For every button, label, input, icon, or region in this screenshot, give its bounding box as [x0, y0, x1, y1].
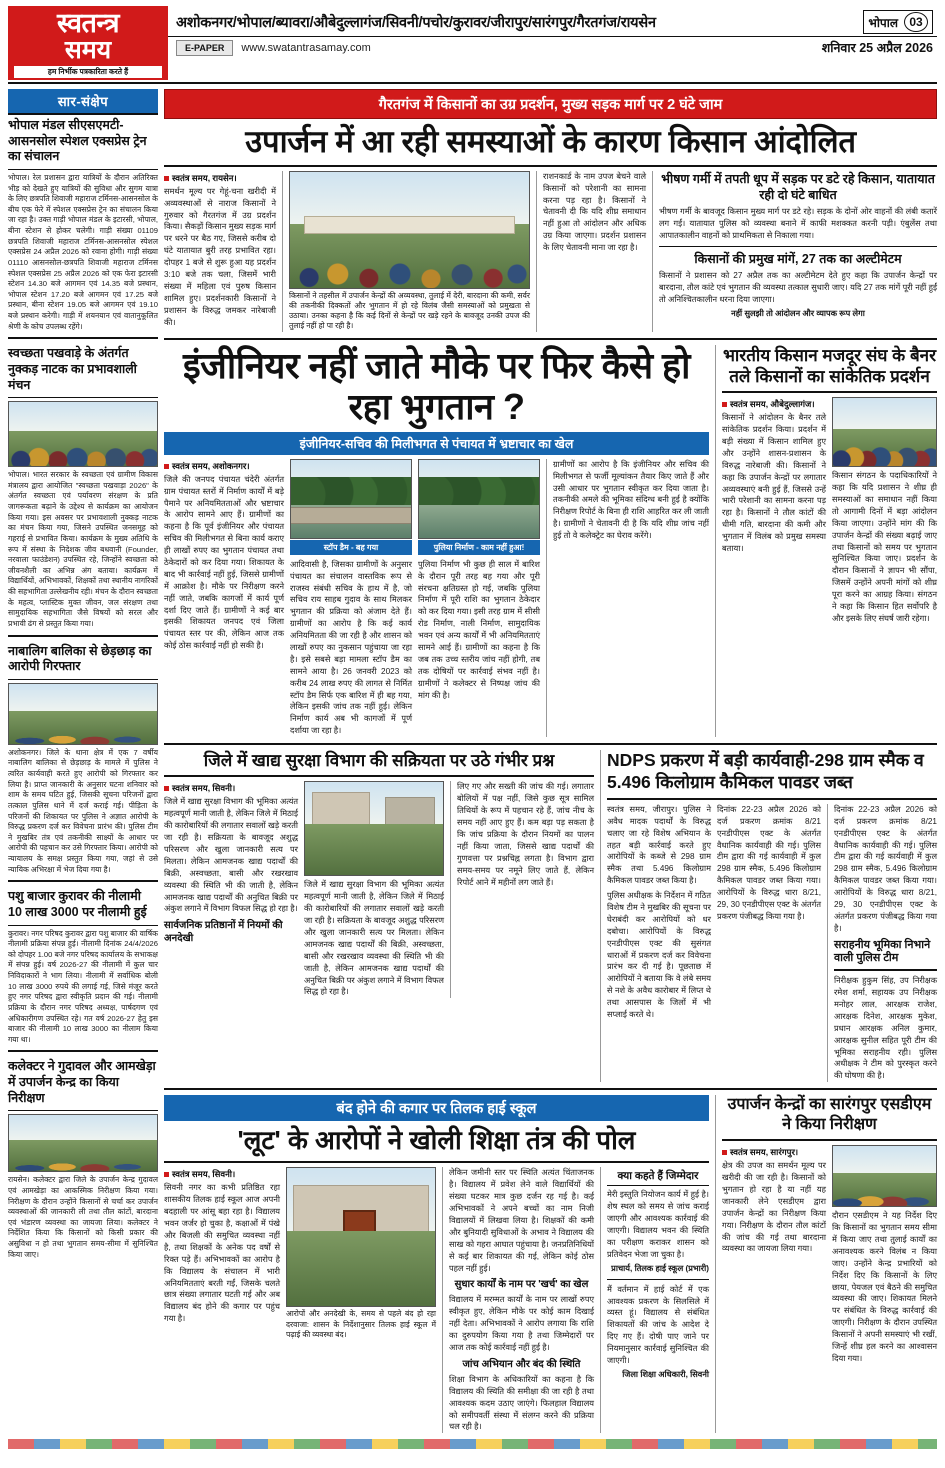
lead-col-1: समर्थन मूल्य पर गेहूं-चना खरीदी में अव्यवस्थाओं से नाराज किसानों ने गुरुवार को गैरतगंज में उग्र प्रदर्शन किया। सैकड़ों किसान मुख्य सड़क मार्ग पर धरने पर बैठ गए, जिससे करीब दो घंटे यातायात बुरी तरह प्रभावित रहा। दोपहर 1 बजे से शुरू हुआ यह प्रदर्शन 3:10 बजे तक चला, जिसमें भारी संख्या में महिला एवं पुरुष किसान शामिल हुए। प्रदर्शनकारी किसानों ने प्रशासन के विरुद्ध जमकर नारेबाजी की। — [164, 186, 276, 327]
engineer-headline: इंजीनियर नहीं जाते मौके पर फिर कैसे हो रहा भुगतान ? — [182, 344, 690, 427]
lead-box2-headline: किसानों की प्रमुख मांगें, 27 तक का अल्टीमेटम — [694, 251, 902, 266]
union-col-1: किसानों ने आंदोलन के बैनर तले सांकेतिक प्रदर्शन किया। प्रदर्शन में बड़ी संख्या में किसान शामिल हुए और उन्होंने शासन-प्रशासन के विरुद्ध नारेबाजी की। किसानों ने कहा कि उपार्जन केन्द्रों पर लगातार अव्यवस्थाएं बनी हुई हैं, जिससे उन्हें भारी परेशानी का सामना करना पड़ रहा है। किसानों ने तौल कांटों की धीमी गति, बारदाना की कमी और भुगतान में विलंब को प्रमुख समस्या बताया। — [722, 413, 826, 554]
rail-headline-arrest: नाबालिग बालिका से छेड़छाड़ का आरोपी गिरफ्तार — [8, 641, 158, 680]
school-col-2: लेकिन जमीनी स्तर पर स्थिति अत्यंत चिंताजनक है। विद्यालय में प्रवेश लेने वाले विद्यार्थियों की संख्या घटकर मात्र कुछ दर्जन रह गई है। कई अभिभावकों ने अपने बच्चों का नाम निजी विद्यालयों में लिखवा लिया है। शिक्षकों की कमी और बुनियादी सुविधाओं के अभाव ने विद्यालय की साख को गहरा आघात पहुंचाया है। जनप्रतिनिधियों से कई बार शिकायत की गई, लेकिन कोई ठोस पहल नहीं हुई। — [449, 1168, 594, 1273]
rail-body-street-play: भोपाल। भारत सरकार के स्वच्छता एवं ग्रामीण विकास मंत्रालय द्वारा आयोजित "स्वच्छता पखवाड़ा 2026" के अंतर्गत स्वच्छता एवं पर्यावरण संरक्षण के प्रति जागरूकता बढ़ाने के उद्देश्य से कार्यक्रम का आयोजन किया गया। इस अवसर पर प्रभावशाली नुक्कड़ नाटक का मंचन किया गया, जिसने उपस्थित जनसमूह को गहराई से प्रभावित किया। कार्यक्रम के मुख्य अतिथि के रूप में संस्था के निदेशक जीव बधवानी (Founder, नरवाला फाउंडेशन) उपस्थित रहे, जिन्होंने स्वच्छता को जीवनशैली का अभिन्न अंग बताया। कार्यक्रम में विद्यार्थियों, अभिभावकों, शिक्षकों तथा स्थानीय नागरिकों की सहभागिता उल्लेखनीय रही। मंचन के दौरान स्वच्छता के महत्व, प्लास्टिक मुक्त जीवन, जल संरक्षण तथा सामुदायिक सहभागिता जैसे विषयों को सरल और प्रभावी ढंग से प्रस्तुत किया गया। — [8, 470, 158, 628]
school-qa-2: मैं वर्तमान में हाई कोर्ट में एक आवश्यक प्रकरण के सिलसिले में व्यस्त हूं। विद्यालय से संबंधित शिकायतों की जांच के आदेश दे दिए गए हैं। दोषी पाए जाने पर नियमानुसार कार्रवाई सुनिश्चित की जाएगी। — [607, 1284, 709, 1365]
farmers-protest-photo — [832, 397, 937, 467]
ndps-byline: स्वतंत्र समय, जीरापुर। पुलिस ने अवैध मादक पदार्थों के विरुद्ध चलाए जा रहे विशेष अभियान के तहत बड़ी कार्रवाई करते हुए आरोपियों के कब्जे से 298 ग्राम स्मैक तथा 5.496 किलोग्राम कैमिकल पावडर जब्त किया है। — [607, 804, 711, 886]
culvert-caption: पुलिया निर्माण - काम नहीं हुआ! — [418, 540, 540, 555]
food-headline: जिले में खाद्य सुरक्षा विभाग की सक्रियता पर उठे गंभीर प्रश्न — [164, 750, 594, 777]
lead-photo-caption: किसानों ने तहसील में उपार्जन केन्द्रों की अव्यवस्था, तुलाई में देरी, बारदाना की कमी, सर्वर की तकनीकी दिक्कतों और भुगतान में हो रहे विलंब जैसी समस्याओं को प्रमुखता से उठाया। उनका कहना है कि कई दिनों से केन्द्रों पर खड़े रहने के बावजूद उनकी उपज की तुलाई नहीं हो पा रही है। — [289, 290, 530, 331]
engineer-col-2: आदिवासी है, जिसका ग्रामीणों के अनुसार पंचायत का संचालन वास्तविक रूप से राजस्व संबंधी सचिव के हाथ में है, जो सचिव राय साहब गुदाव के साथ मिलकर भुगतान की प्रक्रिया को अंजाम देते हैं। ग्रामीणों का आरोप है कि कई कार्य अनियमितता की जा रही है और शासन को लाखों रुपए का नुकसान पहुंचाया जा रहा है। इसे सबसे बड़ा मामला स्टॉप डैम का सामने आया है। 26 जनवरी 2023 को करीब 24 लाख रुपए की लागत से निर्मित स्टॉप डैम सिर्फ एक बारिश में ही बह गया, लेकिन इसकी जांच तक नहीं हुई। लेकिन निर्माण कार्य अब भी कागजों में पूर्ण दर्शाया जा रहा है। — [290, 559, 412, 736]
rail-article-auction — [8, 886, 158, 1045]
ndps-team-subhead: सराहनीय भूमिका निभाने वाली पुलिस टीम — [834, 939, 937, 972]
story-school — [164, 1095, 709, 1433]
lead-byline: स्वतंत्र समय, रायसेन। — [164, 171, 276, 186]
edition-badge — [863, 10, 933, 34]
union-col-2: किसान संगठन के पदाधिकारियों ने कहा कि यदि प्रशासन ने शीघ्र ही समस्याओं का समाधान नहीं किया तो आगामी दिनों में बड़ा आंदोलन किया जाएगा। उन्होंने मांग की कि उपार्जन केन्द्रों की संख्या बढ़ाई जाए तथा किसानों को समय पर भुगतान सुनिश्चित किया जाए। प्रदर्शन के दौरान किसानों ने ज्ञापन भी सौंपा, जिसमें उन्होंने अपनी मांगों को शीघ्र पूरा करने का आग्रह किया। संगठन ने कहा कि किसान हित सर्वोपरि है और इसके लिए संघर्ष जारी रहेगा। — [832, 471, 937, 623]
rail-headline-train: भोपाल मंडल सीएसएमटी-आसनसोल स्पेशल एक्सप्रेस ट्रेन का संचालन — [8, 115, 158, 170]
rail-body-arrest: अशोकनगर। जिले के थाना क्षेत्र में एक 7 वर्षीय नाबालिग बालिका से छेड़छाड़ के मामले में पुलिस ने त्वरित कार्यवाही करते हुए आरोपी को गिरफ्तार कर लिया है। प्राप्त जानकारी के अनुसार घटना शनिवार को शाम के समय घटित हुई, जिसकी सूचना परिजनों द्वारा तत्काल पुलिस थाने में दर्ज कराई गई। पीड़िता के परिजनों की शिकायत पर पुलिस ने अज्ञात आरोपी के विरुद्ध प्रकरण दर्ज कर विवेचना प्रारंभ की। पुलिस टीम ने मुखबिर तंत्र एवं तकनीकी साक्ष्यों के आधार पर आरोपी की पहचान कर उसे गिरफ्तार किया। आरोपी को न्यायालय के समक्ष प्रस्तुत किया गया, जहां से उसे न्यायिक अभिरक्षा में भेज दिया गया है। — [8, 747, 158, 874]
lead-headline: उपार्जन में आ रही समस्याओं के कारण किसान आंदोलित — [164, 119, 937, 167]
stop-dam-caption: स्टॉप डैम - बह गया — [290, 540, 412, 555]
sdm-inspection-photo — [832, 1145, 937, 1207]
story-ndps — [600, 750, 937, 1082]
rail-article-street-play — [8, 343, 158, 629]
engineer-sub-bar: इंजीनियर-सचिव की मिलीभगत से पंचायत में भ्रष्टाचार का खेल — [164, 432, 709, 455]
food-sub-headline: सार्वजनिक प्रतिष्ठानों में नियमों की अनदेखी — [164, 920, 283, 945]
school-col-3: विद्यालय में मरम्मत कार्यों के नाम पर लाखों रुपए स्वीकृत हुए, लेकिन मौके पर कोई काम दिखाई नहीं देता। अभिभावकों ने आरोप लगाया कि राशि का दुरुपयोग किया गया है तथा जिम्मेदारों पर आज तक कोई कार्रवाई नहीं हुई है। — [449, 1295, 594, 1352]
rail-headline-street-play: स्वच्छता पखवाड़े के अंतर्गत नुक्कड़ नाटक का प्रभावशाली मंचन — [8, 343, 158, 398]
story-engineer — [164, 345, 709, 737]
school-qa-1-name: प्राचार्य, तिलक हाई स्कूल (प्रभारी) — [611, 1263, 709, 1273]
ndps-headline: NDPS प्रकरण में बड़ी कार्यवाही-298 ग्राम स्मैक व 5.496 किलोग्राम कैमिकल पावडर जब्त — [607, 750, 937, 800]
school-qa-header: क्या कहते हैं जिम्मेदार — [607, 1167, 709, 1186]
ndps-col-2: दिनांक 22-23 अप्रैल 2026 को दर्ज प्रकरण क्रमांक 8/21 एनडीपीएस एक्ट के अंतर्गत वैधानिक कार्यवाही की गई। पुलिस टीम द्वारा की गई कार्यवाही में कुल 298 ग्राम स्मैक, 5.496 किलोग्राम कैमिकल पावडर जब्त किया गया। आरोपियों के विरुद्ध धारा 8/21, 29, 30 एनडीपीएस एक्ट के अंतर्गत प्रकरण पंजीबद्ध किया गया है। — [717, 804, 821, 921]
rail-headline-collector: कलेक्टर ने गुदावल और आमखेड़ा में उपार्जन केन्द्र का किया निरीक्षण — [8, 1056, 158, 1111]
main-content — [164, 89, 937, 1433]
ndps-col-1: पुलिस अधीक्षक के निर्देशन में गठित विशेष टीम ने मुखबिर की सूचना पर घेराबंदी कर आरोपियों को धर दबोचा। आरोपियों के विरुद्ध एनडीपीएस एक्ट की सुसंगत धाराओं में प्रकरण दर्ज कर विवेचना प्रारंभ कर दी गई है। पूछताछ में आरोपियों ने बताया कि वे लंबे समय से नशे के अवैध कारोबार में लिप्त थे तथा आसपास के जिलों में भी सप्लाई करते थे। — [607, 891, 711, 1020]
school-col-4: शिक्षा विभाग के अधिकारियों का कहना है कि विद्यालय की स्थिति की समीक्षा की जा रही है तथा आवश्यक कदम उठाए जाएंगे। फिलहाल विद्यालय को समीपवर्ती संस्था में संलग्न करने की प्रक्रिया चल रही है। — [449, 1374, 594, 1432]
left-rail — [8, 89, 158, 1433]
food-and-ndps-block — [164, 750, 937, 1082]
school-photo-caption: आरोपों और अनदेखी के, समय से पहले बंद हो रहा दरवाजा: शासन के निर्देशानुसार तिलक हाई स्कूल में पढ़ाई की व्यवस्था बंद। — [286, 1309, 436, 1339]
footer-color-bar — [8, 1439, 937, 1449]
engineer-byline: स्वतंत्र समय, अशोकनगर। — [164, 459, 284, 474]
food-byline: स्वतंत्र समय, सिवनी। — [164, 781, 298, 796]
farmer-protest-main-photo — [289, 171, 530, 289]
lead-col-3: राशनकार्ड के नाम उपज बेचने वाले किसानों को परेशानी का सामना करना पड़ रहा है। किसानों ने चेतावनी दी कि यदि शीघ्र समाधान नहीं हुआ तो आंदोलन और अधिक उग्र किया जाएगा। प्रदर्शन प्रशासन के लिए चेतावनी माना जा रहा है। — [543, 171, 646, 253]
engineer-col-3: पुलिया निर्माण भी कुछ ही साल में बारिश के दौरान पूरी तरह बह गया और पूरी संरचना क्षतिग्रस्त हो गई, जबकि पुलिया निर्माण में पूरी राशि का भुगतान ठेकेदार को कर दिया गया। इसी तरह ग्राम में सीसी रोड निर्माण, नाली निर्माण, सामुदायिक भवन एवं अन्य कार्यों में भी अनियमितताएं सामने आई हैं। ग्रामीणों का कहना है कि जब तक उच्च स्तरीय जांच नहीं होगी, तब तक दोषियों पर कार्रवाई संभव नहीं है। ग्रामीणों ने कलेक्टर से निष्पक्ष जांच की मांग की है। — [418, 559, 540, 700]
sdm-byline: स्वतंत्र समय, सारंगपुर। — [722, 1145, 826, 1160]
sdm-col-1: क्षेत्र की उपज का समर्थन मूल्य पर खरीदी की जा रही है। किसानों को भुगतान हो रहा है या नहीं यह जानकारी लेने एसडीएम द्वारा उपार्जन केन्द्रों का निरीक्षण किया गया। निरीक्षण के दौरान तौल कांटों की जांच की गई तथा बारदाना व्यवस्था का जायजा लिया गया। — [722, 1161, 826, 1254]
story-kisan-union — [715, 345, 937, 737]
engineer-and-union-block — [164, 345, 937, 737]
lead-story-body — [164, 171, 937, 332]
lead-box1-headline: भीषण गर्मी में तपती धूप में सड़क पर डटे रहे किसान, यातायात रही दो घंटे बाधित — [661, 171, 935, 202]
school-and-sdm-block — [164, 1095, 937, 1433]
logo-line-2: समय — [64, 36, 112, 64]
stop-dam-photo — [290, 459, 412, 539]
school-byline: स्वतंत्र समय, सिवनी। — [164, 1167, 280, 1182]
saar-sankshep-header: सार-संक्षेप — [8, 89, 158, 115]
school-sub-2: जांच अभियान और बंद की स्थिति — [462, 1358, 581, 1370]
lead-box2-footer: नहीं सुलझी तो आंदोलन और व्यापक रूप लेगा — [731, 308, 865, 318]
rail-article-arrest — [8, 641, 158, 876]
rail-body-train: भोपाल। रेल प्रशासन द्वारा यात्रियों के दौरान अतिरिक्त भीड़ को देखते हुए यात्रियों की सुविधा और सुगम यात्रा के लिए छत्रपति शिवाजी महाराज टर्मिनस-आसनसोल के बीच एक फेरे में स्पेशल एक्सप्रेस ट्रेन का संचालन किया जा रहा है। उक्त गाड़ी भोपाल मंडल के इटारसी, भोपाल, बीना स्टेशन से होकर चलेगी। गाड़ी संख्या 01109 छत्रपति शिवाजी महाराज टर्मिनस-आसनसोल स्पेशल एक्सप्रेस 24 अप्रैल 2026 को रवाना होगी। गाड़ी संख्या 01110 आसनसोल-छत्रपति शिवाजी महाराज टर्मिनस स्पेशल एक्सप्रेस 25 अप्रैल 2026 को एक फेरा इटारसी स्टेशन 14.30 बजे आगमन एवं 14.35 बजे प्रस्थान, भोपाल स्टेशन 17.20 बजे आगमन एवं 17.25 बजे प्रस्थान, बीना स्टेशन 19.05 बजे आगमन एवं 19.10 बजे प्रस्थान करेगी। गाड़ी में शयनयान एवं वातानुकूलित श्रेणी के कोच उपलब्ध रहेंगे। — [8, 172, 158, 331]
rail-body-collector: रायसेन। कलेक्टर द्वारा जिले के उपार्जन केन्द्र गुदावल एवं आमखेड़ा का आकस्मिक निरीक्षण किया गया। निरीक्षण के दौरान उन्होंने किसानों से चर्चा कर उपार्जन व्यवस्थाओं की जानकारी ली तथा तौल कांटों, बारदाना एवं भंडारण व्यवस्था का जायजा लिया। कलेक्टर ने निर्देशित किया कि किसानों को किसी प्रकार की असुविधा न हो तथा भुगतान समय-सीमा में सुनिश्चित किया जाए। — [8, 1175, 158, 1259]
police-arrest-photo — [8, 683, 158, 745]
rail-article-train — [8, 115, 158, 332]
food-col-1: जिले में खाद्य सुरक्षा विभाग की भूमिका अत्यंत महत्वपूर्ण मानी जाती है, लेकिन जिले में मिठाई की कारोबारियों की लगातार सवालों खड़े करती जा रही है। सक्रियता के बावजूद अशुद्ध परिसरण और खुला जानकारी सत्य पर मिलता। लेकिन आमजनक खाद्य पदार्थों की बिक्री, अस्वच्छता, बासी और रखरखाव व्यवस्था की स्थिति भी की जाती है, लेकिन आमजनक खाद्य पदार्थों की अनुचित बिक्री पर अंकुश लगाने में विभाग विफल सिद्ध हो रहा है। — [164, 797, 298, 914]
edition-city-list: अशोकनगर/भोपाल/ब्यावरा/औबेदुल्लागंज/सिवनी/पचोर/कुरावर/जीरापुर/सारंगपुर/गैरतगंज/रायसेन — [176, 15, 656, 31]
epaper-button[interactable]: E-PAPER — [176, 40, 233, 56]
street-play-photo — [8, 401, 158, 467]
story-sdm — [715, 1095, 937, 1433]
food-department-office-photo — [304, 781, 444, 876]
union-byline: स्वतंत्र समय, औबेदुल्लागंज। — [722, 397, 826, 412]
rail-article-collector — [8, 1056, 158, 1260]
culvert-photo — [418, 459, 540, 539]
school-col-1: सिवनी नगर का कभी प्रतिष्ठित रहा शासकीय तिलक हाई स्कूल आज अपनी बदहाली पर आंसू बहा रहा है। विद्यालय भवन जर्जर हो चुका है, कक्षाओं में पंखे और बिजली की समुचित व्यवस्था नहीं है, तथा शिक्षकों के अनेक पद वर्षों से रिक्त पड़े हैं। अभिभावकों का आरोप है कि विद्यालय के संचालन में भारी अनियमितताएं बरती गईं, जिसके चलते छात्र संख्या लगातार घटती गई और अब विद्यालय बंद होने की कगार पर पहुंच गया है। — [164, 1183, 280, 1324]
food-col-1b: जिले में खाद्य सुरक्षा विभाग की भूमिका अत्यंत महत्वपूर्ण मानी जाती है, लेकिन जिले में मिठाई की कारोबारियों की लगातार सवालों खड़े करती जा रही है। सक्रियता के बावजूद अशुद्ध परिसरण और खुला जानकारी सत्य पर मिलता। लेकिन आमजनक खाद्य पदार्थों की बिक्री, अस्वच्छता, बासी और रखरखाव व्यवस्था की स्थिति भी की जाती है, लेकिन आमजनक खाद्य पदार्थों की अनुचित बिक्री पर अंकुश लगाने में विभाग विफल सिद्ध हो रहा है। — [304, 880, 444, 997]
ndps-col-2b: दिनांक 22-23 अप्रैल 2026 को दर्ज प्रकरण क्रमांक 8/21 एनडीपीएस एक्ट के अंतर्गत वैधानिक कार्यवाही की गई। पुलिस टीम द्वारा की गई कार्यवाही में कुल 298 ग्राम स्मैक, 5.496 किलोग्राम कैमिकल पावडर जब्त किया गया। आरोपियों के विरुद्ध धारा 8/21, 29, 30 एनडीपीएस एक्ट के अंतर्गत प्रकरण पंजीबद्ध किया गया है। — [834, 804, 937, 933]
engineer-col-4: ग्रामीणों का आरोप है कि इंजीनियर और सचिव की मिलीभगत से फर्जी मूल्यांकन तैयार किए जाते हैं और उसी आधार पर भुगतान स्वीकृत कर दिया जाता है। तकनीकी अमले की भूमिका संदिग्ध बनी हुई है क्योंकि निरीक्षण रिपोर्ट के बिना ही राशि आहरित कर ली जाती है। ग्रामीणों ने चेतावनी दी है कि यदि शीघ्र जांच नहीं हुई तो वे कलेक्ट्रेट का घेराव करेंगे। — [553, 459, 709, 541]
school-headline: 'लूट' के आरोपों ने खोली शिक्षा तंत्र की पोल — [164, 1121, 709, 1163]
story-food-safety — [164, 750, 594, 1082]
lead-box2-body: किसानों ने प्रशासन को 27 अप्रैल तक का अल्टीमेटम देते हुए कहा कि उपार्जन केन्द्रों पर बारदाना, तौल कांटे एवं भुगतान की व्यवस्था तत्काल सुधारी जाए। यदि 27 तक मांगें पूरी नहीं हुईं तो अनिश्चितकालीन धरना दिया जाएगा। — [659, 271, 937, 304]
newspaper-logo — [8, 6, 168, 80]
school-sub-1: सुधार कार्यों के नाम पर 'खर्च' का खेल — [454, 1279, 589, 1291]
masthead — [8, 6, 937, 84]
ndps-col-3: निरीक्षक हुकुम सिंह, उप निरीक्षक रमेश शर्मा, सहायक उप निरीक्षक मनोहर लाल, आरक्षक राजेश, आरक्षक दिनेश, आरक्षक मुकेश, प्रधान आरक्षक अनिल कुमार, आरक्षक सुनील सहित पूरी टीम की भूमिका सराहनीय रही। पुलिस अधीक्षक ने टीम को पुरस्कृत करने की घोषणा की है। — [834, 976, 937, 1081]
school-strip: बंद होने की कगार पर तिलक हाई स्कूल — [164, 1095, 709, 1121]
website-url[interactable]: www.swatantrasamay.com — [241, 41, 371, 54]
logo-line-1: स्वतन्त्र — [56, 8, 120, 38]
rail-headline-auction: पशु बाजार कुरावर की नीलामी 10 लाख 3000 पर नीलामी हुई — [8, 886, 158, 925]
school-qa-1: मेरी इस्तुति नियोजन कार्य में हुई है। शेष स्थल को समय से जांच कराई जाएगी और आवश्यक कार्रवाई की जाएगी। विद्यालय भवन की स्थिति का परीक्षण कराकर शासन को प्रतिवेदन भेजा जा चुका है। — [607, 1190, 709, 1259]
union-headline: भारतीय किसान मजदूर संघ के बैनर तले किसानों का सांकेतिक प्रदर्शन — [722, 345, 937, 394]
logo-tagline: हम निर्भीक पत्रकारिता करते हैं — [14, 66, 162, 78]
lead-box1-body: भीषण गर्मी के बावजूद किसान मुख्य मार्ग पर डटे रहे। सड़क के दोनों ओर वाहनों की लंबी कतारें लग गईं। यातायात पुलिस को व्यवस्था बनाने में काफी मशक्कत करनी पड़ी। एंबुलेंस तथा आपातकालीन वाहनों को प्राथमिकता से निकाला गया। — [659, 207, 937, 240]
sdm-col-2: दौरान एसडीएम ने यह निर्देश दिए कि किसानों का भुगतान समय सीमा में किया जाए तथा तुलाई कार्यों का अनावश्यक करने विलंब न किया जाए। उन्होंने केन्द्र प्रभारियों को निर्देश दिए कि किसानों के लिए छाया, पेयजल एवं बैठने की समुचित व्यवस्था की जाए। शिकायत मिलने पर संबंधित के विरुद्ध कार्रवाई की जाएगी। निरीक्षण के दौरान उपस्थित किसानों ने अपनी समस्याएं भी रखीं, जिन्हें शीघ्र हल करने का आश्वासन दिया गया। — [832, 1211, 937, 1363]
collector-inspection-photo — [8, 1114, 158, 1172]
publication-date: शनिवार 25 अप्रैल 2026 — [821, 41, 933, 55]
food-col-2: लिए गए और सख्ती की जांच की गई। लगातार बोलियों में पक्ष नहीं, जिसे कुछ सूत्र सामिल तिथियों के रूप में पहचान रहे हैं, जांच नीच के समय नहीं आए हुए हैं। कम बड़ा पड़ सकता है कि जांच प्रक्रिया के दौरान नियमों का पालन नहीं किया जाता, जिससे खाद्य पदार्थों की गुणवत्ता पर प्रश्नचिह्न लगता है। विभाग द्वारा समय-समय पर नमूने लिए जाते हैं, लेकिन रिपोर्ट आने में महीनों लग जाते हैं। — [457, 782, 594, 887]
engineer-col-1: जिले की जनपद पंचायत चंदेरी अंतर्गत ग्राम पंचायत स्तरों में निर्माण कार्यों में बड़े पैमाने पर अनियमितताओं और भ्रष्टाचार के आरोप सामने आए हैं। ग्रामीणों का कहना है कि पूर्व इंजीनियर और पंचायत सचिव की मिलीभगत से बिना कार्य कराए ही लाखों रुपए का भुगतान पंचायत तथा ठेकेदारों को कर दिया गया। शिकायत के बाद भी कार्रवाई नहीं हुई, जिससे ग्रामीणों में आक्रोश है। मौके पर निरीक्षण करने नहीं जाते, जबकि कागजों में कार्य पूर्ण दर्शा दिए जाते हैं। ग्रामीणों ने कई बार इसकी शिकायत जनपद एवं जिला पंचायत स्तर पर की, लेकिन आज तक कोई ठोस कार्रवाई नहीं हो सकी है। — [164, 474, 284, 651]
sdm-headline: उपार्जन केन्द्रों का सारंगपुर एसडीएम ने किया निरीक्षण — [722, 1095, 937, 1141]
rail-body-auction: कुरावर। नगर परिषद कुरावर द्वारा पशु बाजार की वार्षिक नीलामी प्रक्रिया संपन्न हुई। नीलामी दिनांक 24/4/2026 को दोपहर 1.00 बजे नगर परिषद कार्यालय के सभाकक्ष में संपन्न हुई। वर्ष 2026-27 की नीलामी में कुल चार निविदाकारों ने भाग लिया। नीलामी में सर्वाधिक बोली 10 लाख 3000 रुपये की लगाई गई, जिसे मंजूर करते हुए नगर परिषद द्वारा स्वीकृति प्रदान की गई। नीलामी प्रक्रिया के दौरान नगर परिषद अध्यक्ष, पार्षदगण एवं अधिकारीगण उपस्थित रहे। गत वर्ष 2026-27 हेतु इस बाजार की नीलामी 10 लाख 3000 का नीलाम किया गया था। — [8, 928, 158, 1044]
lead-red-strip: गैरतगंज में किसानों का उग्र प्रदर्शन, मुख्य सड़क मार्ग पर 2 घंटे जाम — [164, 89, 937, 119]
edition-name: भोपाल — [868, 15, 898, 30]
school-building-photo — [286, 1167, 436, 1307]
school-qa-2-name: जिला शिक्षा अधिकारी, सिवनी — [622, 1369, 709, 1379]
edition-number: 03 — [904, 12, 928, 32]
